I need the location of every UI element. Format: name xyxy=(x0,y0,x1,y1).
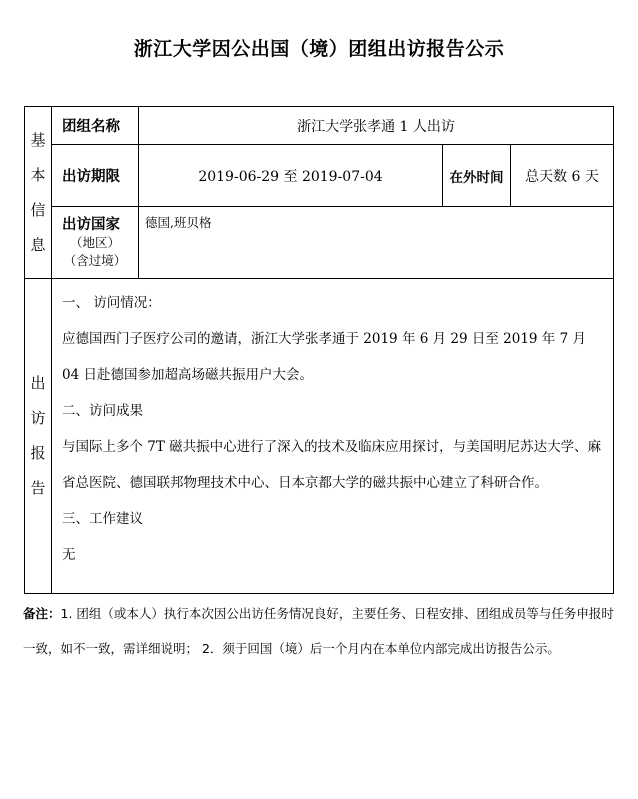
report-char: 访 xyxy=(30,409,46,427)
country-label-cell xyxy=(52,207,139,279)
group-name-value: 浙江大学张孝通 1 人出访 xyxy=(139,107,614,145)
report-char: 出 xyxy=(30,374,46,392)
basic-char: 息 xyxy=(30,235,46,254)
report-paragraph-2: 与国际上多个 7T 磁共振中心进行了深入的技术及临床应用探讨，与美国明尼苏达大学、麻省总医院、德国联邦物理技术中心、日本京都大学的磁共振中心建立了科研合作。 xyxy=(62,439,602,491)
report-label xyxy=(25,279,52,594)
report-body xyxy=(52,279,614,594)
abroad-time-label: 在外时间 xyxy=(443,145,511,207)
report-heading-3: 三、工作建议 xyxy=(62,511,143,527)
report-heading-2: 二、访问成果 xyxy=(62,403,143,419)
basic-char: 基 xyxy=(30,130,46,149)
report-paragraph-3: 无 xyxy=(62,547,76,563)
country-sub-region: （地区） xyxy=(69,235,120,250)
page-title: 浙江大学因公出国（境）团组出访报告公示 xyxy=(133,38,505,60)
abroad-time-value: 总天数 6 天 xyxy=(511,145,614,207)
note-label: 备注： xyxy=(23,606,61,621)
report-paragraph-1: 应德国西门子医疗公司的邀请，浙江大学张孝通于 2019 年 6 月 29 日至 2019 年 7 月 04 日赴德国参加超高场磁共振用户大会。 xyxy=(62,331,586,383)
report-char: 报 xyxy=(30,444,46,462)
country-sub-transit: （含过境） xyxy=(63,253,127,268)
report-heading-1: 一、 访问情况： xyxy=(62,295,161,311)
period-label: 出访期限 xyxy=(52,145,139,207)
note-text: 1. 团组（或本人）执行本次因公出访任务情况良好，主要任务、日程安排、团组成员等与任务申报时一致，如不一致，需详细说明； 2．须于回国（境）后一个月内在本单位内部完成出访报告公示。 xyxy=(23,606,614,656)
basic-char: 本 xyxy=(30,165,46,184)
basic-char: 信 xyxy=(30,200,46,219)
basic-info-label xyxy=(25,107,52,279)
period-value: 2019-06-29 至 2019-07-04 xyxy=(139,145,443,207)
group-name-label: 团组名称 xyxy=(52,107,139,145)
report-table xyxy=(24,106,614,594)
country-value: 德国,班贝格 xyxy=(139,207,614,279)
report-char: 告 xyxy=(30,479,46,497)
footnote xyxy=(23,596,615,666)
country-label: 出访国家 xyxy=(62,217,120,233)
